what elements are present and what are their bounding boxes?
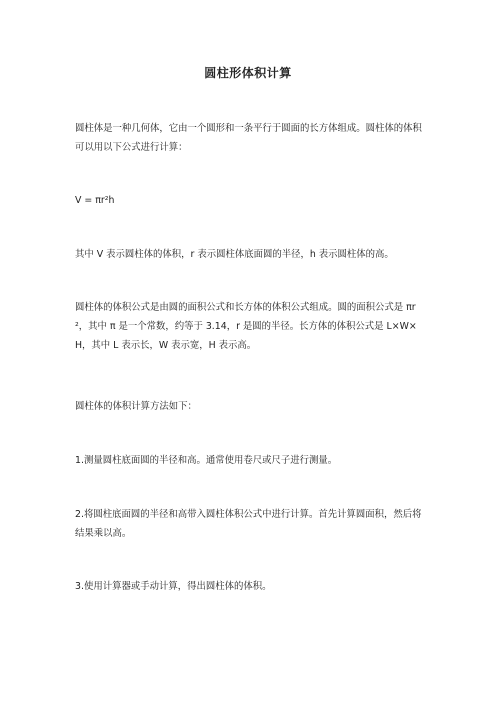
paragraph-step-3: 3.使用计算器或手动计算，得出圆柱体的体积。 bbox=[75, 581, 272, 592]
document-title: 圆柱形体积计算 bbox=[204, 66, 292, 80]
paragraph-step-2: 2.将圆柱底面圆的半径和高带入圆柱体积公式中进行计算。首先计算圆面积，然后将结果乘以高。 bbox=[75, 509, 422, 539]
paragraph-variables: 其中 V 表示圆柱体的体积，r 表示圆柱体底面圆的半径，h 表示圆柱体的高。 bbox=[75, 249, 394, 260]
paragraph-step-1: 1.测量圆柱底面圆的半径和高。通常使用卷尺或尺子进行测量。 bbox=[75, 455, 338, 466]
paragraph-intro: 圆柱体是一种几何体，它由一个圆形和一条平行于圆面的长方体组成。圆柱体的体积可以用以下公式进行计算： bbox=[75, 123, 422, 153]
paragraph-method-heading: 圆柱体的体积计算方法如下： bbox=[75, 401, 197, 412]
paragraph-formula: V = πr²h bbox=[75, 195, 115, 206]
paragraph-derivation: 圆柱体的体积公式是由圆的面积公式和长方体的体积公式组成。圆的面积公式是 πr²，其中 π 是一个常数，约等于 3.14，r 是圆的半径。长方体的体积公式是 L×W×H，其中 L 表示长，W 表示宽，H 表示高。 bbox=[75, 302, 417, 351]
